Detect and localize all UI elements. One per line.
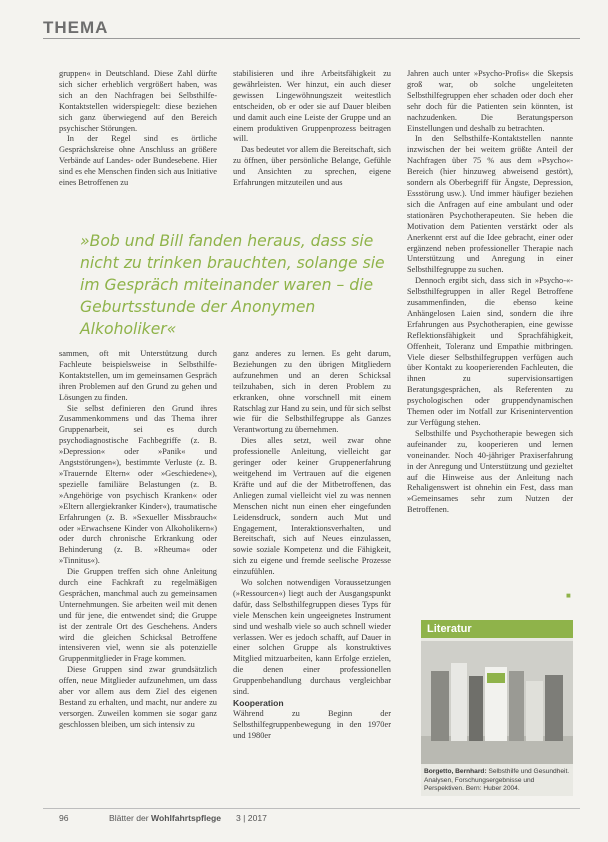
magazine-prefix: Blätter der [109, 813, 152, 823]
paragraph: Dies alles setzt, weil zwar ohne professionelle Anleitung, vielleicht gar geringer oder keiner Gruppenerfahrung weitgehend im Vertrauen auf die eigenen Kräfte und auf die der Mitbetroffenen, das Anliegen zumal vielleicht viel zu was nennen Menschen nicht nun einen eher eingefunden Leidensdruck, sondern auch Mut und Engagement, Interaktionsverhalten, und Bereitschaft, sich auf Neues einzulassen, sowie soziale Kompetenz und die Fähigkeit, sich zu eigene und fremde seelische Prozesse einzufühlen. [233, 436, 391, 577]
column-3 [407, 69, 573, 604]
paragraph: Dennoch ergibt sich, dass sich in »Psycho-«-Selbsthilfegruppen in aller Regel Betroffene zusammenfinden, die ebenso keine Anhängelosen Laien sind, sondern die ihre Erfahrungen aus Psychotherapien, eine gewisse Reflektionsfähigkeit und Sprachfähigkeit, Offenheit, Toleranz und Empathie mitbringen. Viele dieser Selbsthilfegruppen verfügen auch über Kontakt zu kooperierenden Fachleuten, die ihnen zu supervisionsartigen Beratungsgesprächen, als Referenten zu psychologischen oder gruppendynamischen Themen oder im Notfall zur Krisenintervention zur Verfügung stehen. [407, 276, 573, 427]
header-rule [43, 38, 580, 39]
subhead-kooperation: Kooperation [233, 698, 284, 708]
column-2-bottom [233, 349, 391, 801]
literature-author: Borgetto, Bernhard: [424, 768, 487, 775]
paragraph: Selbsthilfe und Psychotherapie bewegen sich aufeinander zu, kooperieren und lernen voneinander. Noch 40-jähriger Praxiserfahrung in der Anregung und Unterstützung und gezieltet auf die Hinweise aus der Anleitung nach Rehaligenswert ist ohnehin ein Fest, dass man »Gemeinsames sehr zum Nutzen der Betroffenen. [407, 428, 573, 515]
column-2-top [233, 69, 391, 202]
paragraph: Das bedeutet vor allem die Bereitschaft, sich zu öffnen, über persönliche Belange, Gefühle und Ansichten zu sprechen, eigene Erfahrungen mitzuteilen und aus [233, 145, 391, 188]
literature-caption [424, 768, 572, 794]
footer-rule [43, 808, 580, 809]
paragraph: gruppen« in Deutschland. Diese Zahl dürfte sich sicher erheblich vergrößert haben, was sich an den Nachfragen bei Selbsthilfe-Kontaktstellen widerspiegelt: diese beziehen sich ganz überwiegend auf den Bereich psychischer Störungen. [59, 69, 217, 133]
literature-title: Literatur [421, 620, 573, 638]
paragraph: Jahren auch unter »Psycho-Profis« die Skepsis groß war, ob solche ungeleiteten Selbsthilfegruppen eher schaden oder doch eher sehr doch für die Patienten sein könnten, ist nachzudenken. Die Beratungsperson Einstellungen und deshalb zu betrachten. [407, 69, 573, 133]
paragraph: Die Gruppen treffen sich ohne Anleitung durch eine Fachkraft zu regelmäßigen Gesprächen, manchmal auch zu gemeinsamen Unternehmungen. Sie arbeiten weil mit denen und für jene, die entwendet sind; die Gruppe ist der zentrale Ort des Geschehens. Anders wird die gleichen Schicksal Betroffene intensiveren viel, wenn sie als potenzielle Gruppenmitglieder in Frage kommen. [59, 567, 217, 664]
paragraph: sammen, oft mit Unterstützung durch Fachleute beispielsweise in Selbsthilfe-Kontaktstellen, um im gemeinsamen Gespräch ihren Problemen auf den Grund zu gehen und Lösungen zu finden. [59, 349, 217, 402]
magazine-name [109, 813, 221, 823]
column-1-top [59, 69, 217, 202]
paragraph: Während zu Beginn der Selbsthilfegruppenbewegung in den 1970er und 1980er [233, 708, 391, 740]
paragraph: In der Regel sind es örtliche Gesprächskreise ohne Anschluss an größere Verbände auf Landes- oder Bundesebene. Hier sind es ehe Menschen finden sich aus Initiative eines Betroffenen zu [59, 134, 217, 188]
page-number: 96 [59, 813, 69, 823]
paragraph: Sie selbst definieren den Grund ihres Zusammenkommens und das Thema ihrer Gruppenarbeit, sei es durch psychodiagnostische Fachbegriffe (z. B. »Depression« oder »Panik« und Angststörungen«), bestimmte Verluste (z. B. »Trauernde Eltern« oder »Geschiedene«), spezielle familiäre Belastungen (z. B. »Angehörige von psychisch Kranken« oder »Eltern allergiekranker Kinder«), traumatische Erfahrungen (z. B. »Sexueller Missbrauch« oder »Erwachsene Kinder von Alkoholikern«) oder durch chronische Erkrankung oder Behinderung (z. B. »Rheuma« oder »Tinnitus«). [59, 403, 217, 566]
pull-quote: »Bob und Bill fanden heraus, dass sie nicht zu trinken brauchten, solange sie im Gespräch miteinander waren – die Geburtsstunde der Anonymen Alkoholiker« [80, 232, 385, 338]
paragraph: Diese Gruppen sind zwar grundsätzlich offen, neue Mitglieder aufzunehmen, um dass aber vor allem aus dem Ziel des eigenen Bestand zu erhalten, und macht, nur andere zu versorgen. Zuweilen kommen sie sogar ganz geschlossen bleiben, um sich intensiv zu [59, 665, 217, 729]
issue-number: 3 | 2017 [236, 813, 267, 823]
paragraph: ganz anderes zu lernen. Es geht darum, Beziehungen zu den übrigen Mitgliedern aufzunehmen und an deren Schicksal teilzuhaben, sich in deren Problem zu erkranken, ohne vorschnell mit einem Ratschlag zur Hand zu sein, und für sich selbst wie für die Selbsthilfegruppe als Ganzes Verantwortung zu übernehmen. [233, 349, 391, 435]
section-header: THEMA [43, 18, 109, 37]
magazine-bold: Wohlfahrtspflege [151, 813, 222, 823]
literature-text: Selbsthilfe und Gesundheit. Analysen, Forschungsergebnisse und Perspektiven. Bern: Huber 2004. [424, 768, 570, 793]
column-1-bottom [59, 349, 217, 801]
paragraph: Wo solchen notwendigen Voraussetzungen (»Ressourcen«) liegt auch der Ausgangspunkt dafür, dass Selbsthilfegruppen dieses Typs für viele Menschen kein ungeeignetes Instrument sind und weshalb viele so auch schnell wieder verlassen. Wer es jedoch schafft, auf Dauer in einer solchen Gruppe als konstruktives Mitglied mitzuarbeiten, kann Erfolge erzielen, die denen einer professionellen Gruppenbehandlung durchaus vergleichbar sind. [233, 578, 391, 697]
end-of-article-mark: ■ [566, 591, 571, 600]
paragraph: stabilisieren und ihre Arbeitsfähigkeit zu gewährleisten. Wer hinzut, ein auch dieser gewissen Lingewöhnungszeit weitestlich entscheiden, ob er oder sie auf Dauer bleiben und damit auch eine Leiste der Gruppe und an einem produktiven Gruppenprozess beitragen will. [233, 69, 391, 144]
paragraph: In den Selbsthilfe-Kontaktstellen nannte inzwischen der bei weitem größte Anteil der Nachfragen über 75 % aus dem »Psycho«-Bereich (hier hinzuweg abweisend gestört), sondern als Oberbegriff für Ängste, Depression, Essstörung usw.). Und immer häufiger beziehen sich die Anfragen auf eine ambulant und oder stationären Psychotherapeuten. Sie heben die Motivation dem Patienten verstärkt oder als Anerkennt erst auf die Idee gebracht, einer oder ergänzend neben professioneller Therapie nach Unterstützung und Anregung in einer Selbsthilfegruppe zu suchen. [407, 134, 573, 275]
book-cover-image [421, 641, 573, 764]
